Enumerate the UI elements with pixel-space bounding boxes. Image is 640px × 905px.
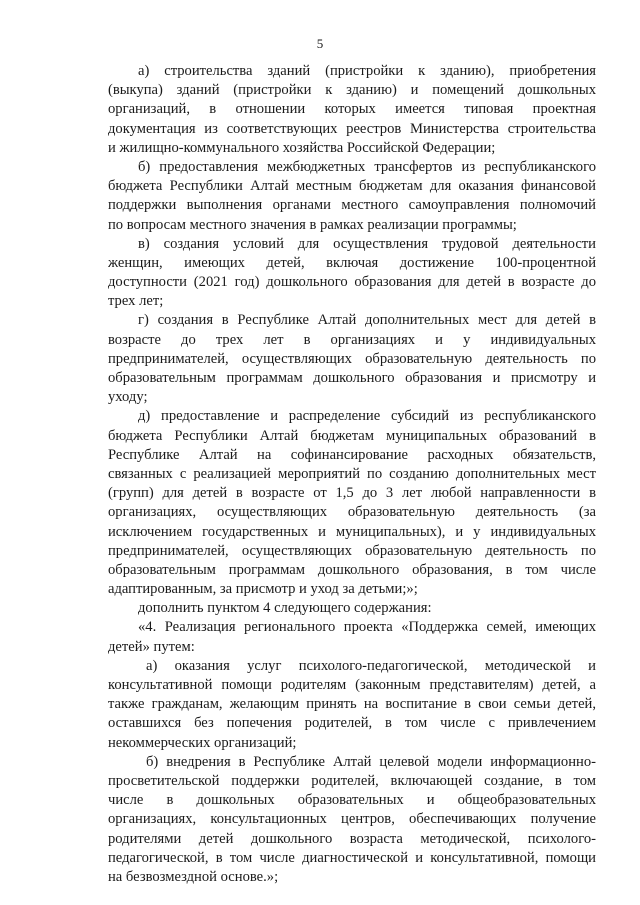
text-line: просветительской поддержки родителей, включающей создание, в том [108,772,596,789]
text-line: в) создания условий для осуществления трудовой деятельности [138,235,596,252]
text-line: г) создания в Республике Алтай дополнительных мест для детей в [138,312,596,329]
text-line: женщин, имеющих детей, включая достижение 100-процентной [108,254,596,271]
text-line: по вопросам местного значения в рамках реализации программы; [108,216,517,233]
text-line: документация из соответствующих реестров Министерства строительства [108,120,596,137]
text-line: числе в дошкольных образовательных и общеобразовательных [108,792,596,809]
text-line: уходу; [108,389,148,406]
text-line: консультативной помощи родителям (законным представителям) детей, а [108,677,596,693]
text-line: бюджета Республики Алтай местным бюджетам для оказания финансовой [108,178,596,195]
text-line: (групп) для детей в возрасте от 1,5 до 3 лет любой направленности в [108,485,596,502]
text-line: а) оказания услуг психолого-педагогической, методической и [146,657,596,674]
page-number: 5 [316,36,324,51]
paragraph [108,158,596,235]
paragraph [108,657,596,753]
text-line: некоммерческих организаций; [108,734,297,751]
text-line: на безвозмездной основе.»; [108,868,279,885]
text-line: педагогической, в том числе диагностической и консультативной, помощи [108,849,596,866]
text-line: исключением государственных и муниципальных), и у индивидуальных [108,523,596,540]
paragraph [108,753,596,887]
text-line: а) строительства зданий (пристройки к зданию), приобретения [138,63,596,79]
text-line: родителями детей дошкольного возраста методической, психолого- [108,830,596,847]
text-line: б) предоставления межбюджетных трансфертов из республиканского [138,158,596,175]
text-line: организациях, консультационных центров, обеспечивающих получение [108,811,596,828]
paragraph [108,62,596,158]
paragraph [108,235,596,312]
text-line: предпринимателей, осуществляющих образовательную деятельность по [108,350,596,367]
text-line: организаций, в отношении которых имеется типовая проектная [108,101,596,118]
document-body [108,62,596,887]
text-line: адаптированным, за присмотр и уход за детьми;»; [108,581,418,598]
text-line: и жилищно-коммунального хозяйства Российской Федерации; [108,139,496,156]
text-line: поддержки выполнения органами местного самоуправления полномочий [108,197,596,214]
text-line: детей» путем: [108,638,195,655]
text-line: образовательным программам дошкольного образования, в том числе [108,561,596,578]
text-line: доступности (2021 год) дошкольного образования для детей в возрасте до [108,274,596,291]
paragraph [108,618,596,656]
text-line: организациях, осуществляющих образовательную деятельность (за [108,504,596,521]
text-line: (выкупа) зданий (пристройки к зданию) и помещений дошкольных [108,82,596,99]
text-line: б) внедрения в Республике Алтай целевой модели информационно- [146,753,596,770]
text-line: возрасте до трех лет в организациях и у индивидуальных [108,331,596,348]
text-line: образовательным программам дошкольного образования и присмотру и [108,370,596,386]
text-line: дополнить пунктом 4 следующего содержания: [138,600,432,617]
text-line: трех лет; [108,293,164,310]
text-line: связанных с реализацией мероприятий по созданию дополнительных мест [108,465,596,482]
text-line: оставшихся без попечения родителей, в том числе с привлечением [108,715,596,732]
paragraph [108,311,596,407]
text-line: бюджета Республики Алтай бюджетам муниципальных образований в [108,427,596,444]
text-line: также гражданам, желающим принять на воспитание в свои семьи детей, [108,696,596,713]
text-line: «4. Реализация регионального проекта «Поддержка семей, имеющих [138,619,596,636]
text-line: предпринимателей, осуществляющих образовательную деятельность по [108,542,596,559]
text-line: д) предоставление и распределение субсидий из республиканского [138,408,596,425]
paragraph [108,599,596,618]
paragraph [108,407,596,599]
text-line: Республике Алтай на софинансирование расходных обязательств, [108,446,596,463]
